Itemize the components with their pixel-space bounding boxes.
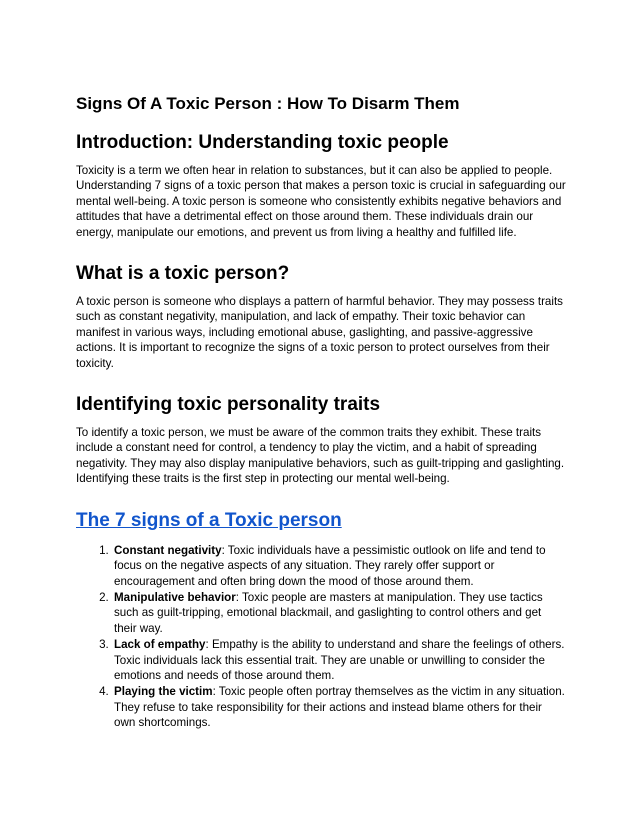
list-item: [112, 543, 566, 589]
list-item-text: : Empathy is the ability to understand and share the feelings of others. Toxic individuals lack this essential trait. They are unable or unwilling to consider the emotions and needs of those around them.: [114, 638, 565, 682]
document-page: [76, 93, 566, 732]
document-title: Signs Of A Toxic Person : How To Disarm Them: [76, 94, 460, 113]
heading-what-is-toxic-person: What is a toxic person?: [76, 263, 290, 285]
list-item-term: Constant negativity: [114, 543, 222, 557]
paragraph-identifying-traits: To identify a toxic person, we must be aware of the common traits they exhibit. These traits include a constant need for control, a tendency to play the victim, and a habit of spreading negativity. They may also display manipulative behaviors, such as guilt-tripping and gaslighting. Identifying these traits is the first step in protecting our mental well-being.: [76, 426, 565, 486]
list-item-text: : Toxic people often portray themselves as the victim in any situation. They refuse to take responsibility for their actions and instead blame others for their own shortcomings.: [114, 685, 565, 730]
list-item: [112, 637, 566, 683]
paragraph-what-is-toxic-person: A toxic person is someone who displays a pattern of harmful behavior. They may possess traits such as constant negativity, manipulation, and lack of empathy. Their toxic behavior can manifest in various ways, including emotional abuse, gaslighting, and passive-aggressive actions. It is important to recognize the signs of a toxic person to protect ourselves from their toxicity.: [76, 295, 563, 370]
list-item-term: Manipulative behavior: [114, 590, 236, 604]
list-item-text: : Toxic people are masters at manipulation. They use tactics such as guilt-tripping, emotional blackmail, and gaslighting to control others and get their way.: [114, 590, 543, 635]
list-item-term: Playing the victim: [114, 685, 213, 699]
signs-list: [76, 543, 566, 731]
heading-identifying-traits: Identifying toxic personality traits: [76, 394, 381, 416]
heading-link-seven-signs[interactable]: The 7 signs of a Toxic person: [76, 509, 342, 531]
list-item: [112, 684, 566, 730]
list-item-text: : Toxic individuals have a pessimistic outlook on life and tend to focus on the negative aspects of any situation. They rarely offer support or encouragement and often bring down the mood of those around them.: [114, 543, 546, 588]
heading-introduction: Introduction: Understanding toxic people: [76, 132, 449, 153]
paragraph-introduction: Toxicity is a term we often hear in relation to substances, but it can also be applied to people. Understanding 7 signs of a toxic person that makes a person toxic is crucial in safeguarding our mental well-being. A toxic person is someone who consistently exhibits negative behaviors and attitudes that have a detrimental effect on those around them. These individuals drain our energy, manipulate our emotions, and prevent us from living a healthy and fulfilled life.: [76, 164, 566, 239]
list-item: [112, 590, 566, 636]
list-item-term: Lack of empathy: [114, 638, 206, 652]
